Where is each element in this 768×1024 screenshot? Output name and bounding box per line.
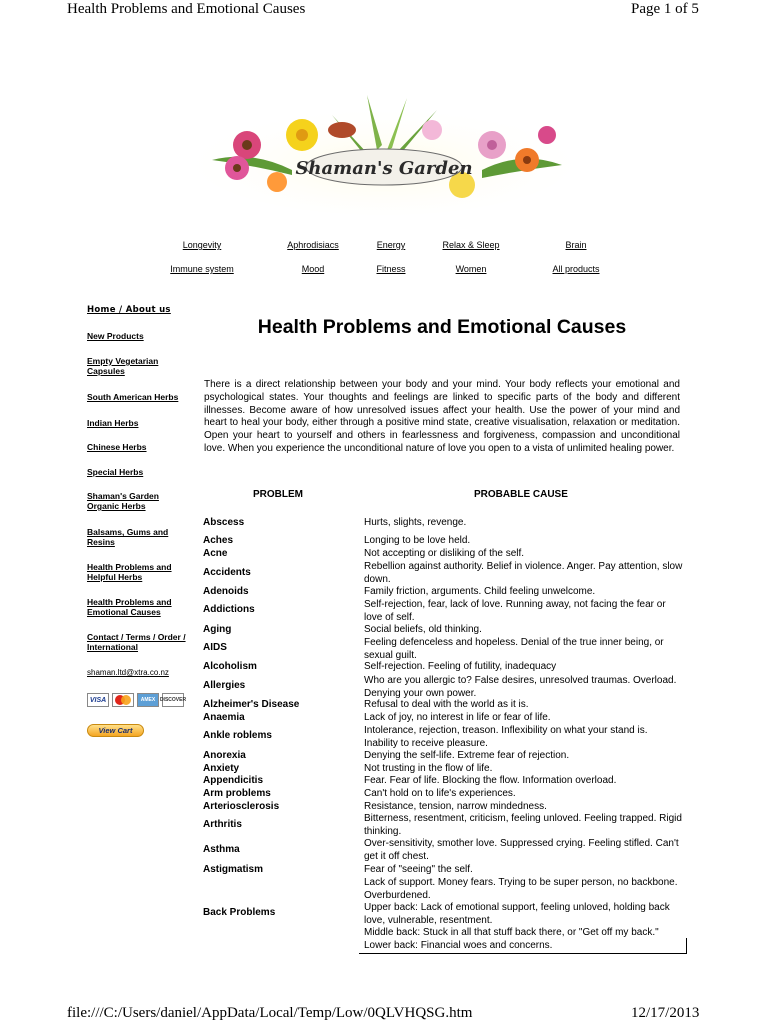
amex-card-icon: AMEX: [137, 693, 159, 707]
table-row-problem: Alcoholism: [203, 661, 257, 672]
shamans-garden-banner-logo[interactable]: [192, 90, 577, 215]
nav-women[interactable]: Women: [455, 264, 487, 274]
table-row-cause: Not accepting or disliking of the self.: [364, 548, 525, 559]
table-border-bottom: [359, 953, 687, 954]
print-header: [0, 0, 768, 24]
table-row-cause: Who are you allergic to? False desires, unresolved traumas. Overload. Denying your own power.: [364, 675, 677, 699]
sidebar-item-new-products[interactable]: New Products: [87, 331, 144, 341]
table-row-cause: Refusal to deal with the world as it is.: [364, 699, 529, 710]
page-title: Health Problems and Emotional Causes: [257, 316, 627, 338]
table-row-cause: Fear. Fear of life. Blocking the flow. Information overload.: [364, 775, 617, 786]
table-row-cause: Resistance, tension, narrow mindedness.: [364, 801, 547, 812]
table-row-cause: Can't hold on to life's experiences.: [364, 788, 516, 799]
nav-mood[interactable]: Mood: [301, 264, 325, 274]
table-row-problem: Aches: [203, 535, 234, 546]
sidebar-item-special-herbs[interactable]: Special Herbs: [87, 467, 144, 477]
print-footer-url: file:///C:/Users/daniel/AppData/Local/Temp/Low/0QLVHQSG.htm: [67, 1005, 473, 1021]
table-row-problem: Appendicitis: [203, 775, 264, 786]
table-row-cause: Intolerance, rejection, treason. Inflexibility on what your stand is. Inability to receive pleasure.: [364, 725, 648, 749]
mastercard-icon: [112, 693, 134, 707]
table-row-problem: Allergies: [203, 680, 246, 691]
table-row-cause: Longing to be love held.: [364, 535, 471, 546]
banner-brand-text: Shaman's Garden: [295, 158, 473, 179]
payment-cards: [87, 693, 187, 707]
table-row-problem: Back Problems: [203, 907, 276, 918]
print-header-title: Health Problems and Emotional Causes: [67, 1, 306, 17]
table-row-problem: Adenoids: [203, 586, 249, 597]
table-row-problem: Arteriosclerosis: [203, 801, 280, 812]
print-footer-date: 12/17/2013: [631, 1005, 700, 1021]
table-row-problem: Acne: [203, 548, 228, 559]
nav-energy[interactable]: Energy: [376, 240, 406, 250]
sidebar-email-link[interactable]: shaman.ltd@xtra.co.nz: [87, 668, 169, 677]
sidebar-item-contact[interactable]: Contact / Terms / Order / International: [87, 632, 186, 652]
table-row-cause: Lack of joy, no interest in life or fear of life.: [364, 712, 551, 723]
table-row-problem: Astigmatism: [203, 864, 264, 875]
table-row-problem: Addictions: [203, 604, 255, 615]
nav-fitness[interactable]: Fitness: [376, 264, 406, 274]
nav-all-products[interactable]: All products: [552, 264, 600, 274]
sidebar-item-emotional-causes[interactable]: Health Problems and Emotional Causes: [87, 597, 172, 617]
table-row-problem: Alzheimer's Disease: [203, 699, 300, 710]
intro-paragraph: There is a direct relationship between your body and your mind. Your body reflects your emotional and psychological states. Your thoughts and feelings are linked to specific parts of the body and different illnesses. Become aware of how unresolved issues affect your health. Use the power of your mind and heart to heal your body, either through a positive mind state, creative visualisation, relaxation or meditation. Open your heart to yourself and others in fearlessness and forgiveness, compassion and unconditional love. When you experience the unconditional nature of love you open to a vista of unlimited healing power.: [204, 379, 680, 454]
table-border-right: [686, 938, 687, 954]
table-row-problem: AIDS: [203, 642, 227, 653]
nav-relax-sleep[interactable]: Relax & Sleep: [442, 240, 500, 250]
table-row-problem: Accidents: [203, 567, 251, 578]
table-row-cause: Over-sensitivity, smother love. Suppressed crying. Feeling stifled. Can't get it off chest.: [364, 838, 679, 862]
table-row-cause: Lack of support. Money fears. Trying to be super person, no backbone. Overburdened. Upper back: Lack of emotional support, feeling unloved, holding back love, vulnerable, resentment. Middle back: Stuck in all that stuff back there, or "Get off my back." Lower back: Financial woes and concerns.: [364, 877, 678, 951]
discover-card-icon: DISCOVER: [162, 693, 184, 707]
table-row-problem: Arthritis: [203, 819, 242, 830]
table-row-problem: Arm problems: [203, 788, 271, 799]
table-row-cause: Family friction, arguments. Child feeling unwelcome.: [364, 586, 596, 597]
nav-aphrodisiacs[interactable]: Aphrodisiacs: [287, 240, 339, 250]
nav-longevity[interactable]: Longevity: [182, 240, 222, 250]
table-row-cause: Denying the self-life. Extreme fear of rejection.: [364, 750, 570, 761]
sidebar-item-balsams[interactable]: Balsams, Gums and Resins: [87, 527, 169, 547]
sidebar-item-empty-capsules[interactable]: Empty Vegetarian Capsules: [87, 356, 159, 376]
nav-brain[interactable]: Brain: [565, 240, 587, 250]
sidebar-item-chinese-herbs[interactable]: Chinese Herbs: [87, 442, 147, 452]
table-row-problem: Anorexia: [203, 750, 246, 761]
table-row-cause: Self-rejection, fear, lack of love. Running away, not facing the fear or love of self.: [364, 599, 666, 623]
column-header-problem: PROBLEM: [253, 489, 303, 500]
nav-immune-system[interactable]: Immune system: [170, 264, 234, 274]
table-row-cause: Social beliefs, old thinking.: [364, 624, 482, 635]
table-row-problem: Asthma: [203, 844, 240, 855]
table-row-cause: Not trusting in the flow of life.: [364, 763, 493, 774]
table-row-problem: Anxiety: [203, 763, 240, 774]
sidebar-item-south-american-herbs[interactable]: South American Herbs: [87, 392, 179, 402]
print-header-page: Page 1 of 5: [631, 1, 699, 17]
sidebar-item-organic-herbs[interactable]: Shaman's Garden Organic Herbs: [87, 491, 159, 511]
table-row-cause: Self-rejection. Feeling of futility, inadequacy: [364, 661, 557, 672]
table-row-cause: Feeling defenceless and hopeless. Denial of the true inner being, or sexual guilt.: [364, 637, 664, 661]
table-row-problem: Abscess: [203, 517, 245, 528]
sidebar-item-home-about[interactable]: Home / About us: [87, 305, 171, 315]
table-row-problem: Aging: [203, 624, 232, 635]
table-row-cause: Rebellion against authority. Belief in violence. Anger. Pay attention, slow down.: [364, 561, 683, 585]
view-cart-button[interactable]: View Cart: [87, 724, 144, 737]
table-row-problem: Anaemia: [203, 712, 245, 723]
table-row-cause: Fear of "seeing" the self.: [364, 864, 473, 875]
visa-card-icon: VISA: [87, 693, 109, 707]
table-row-problem: Ankle roblems: [203, 730, 272, 741]
sidebar-item-indian-herbs[interactable]: Indian Herbs: [87, 418, 139, 428]
column-header-cause: PROBABLE CAUSE: [474, 489, 568, 500]
table-row-cause: Hurts, slights, revenge.: [364, 517, 467, 528]
table-row-cause: Bitterness, resentment, criticism, feeling unloved. Feeling trapped. Rigid thinking.: [364, 813, 682, 837]
sidebar-item-helpful-herbs[interactable]: Health Problems and Helpful Herbs: [87, 562, 172, 582]
